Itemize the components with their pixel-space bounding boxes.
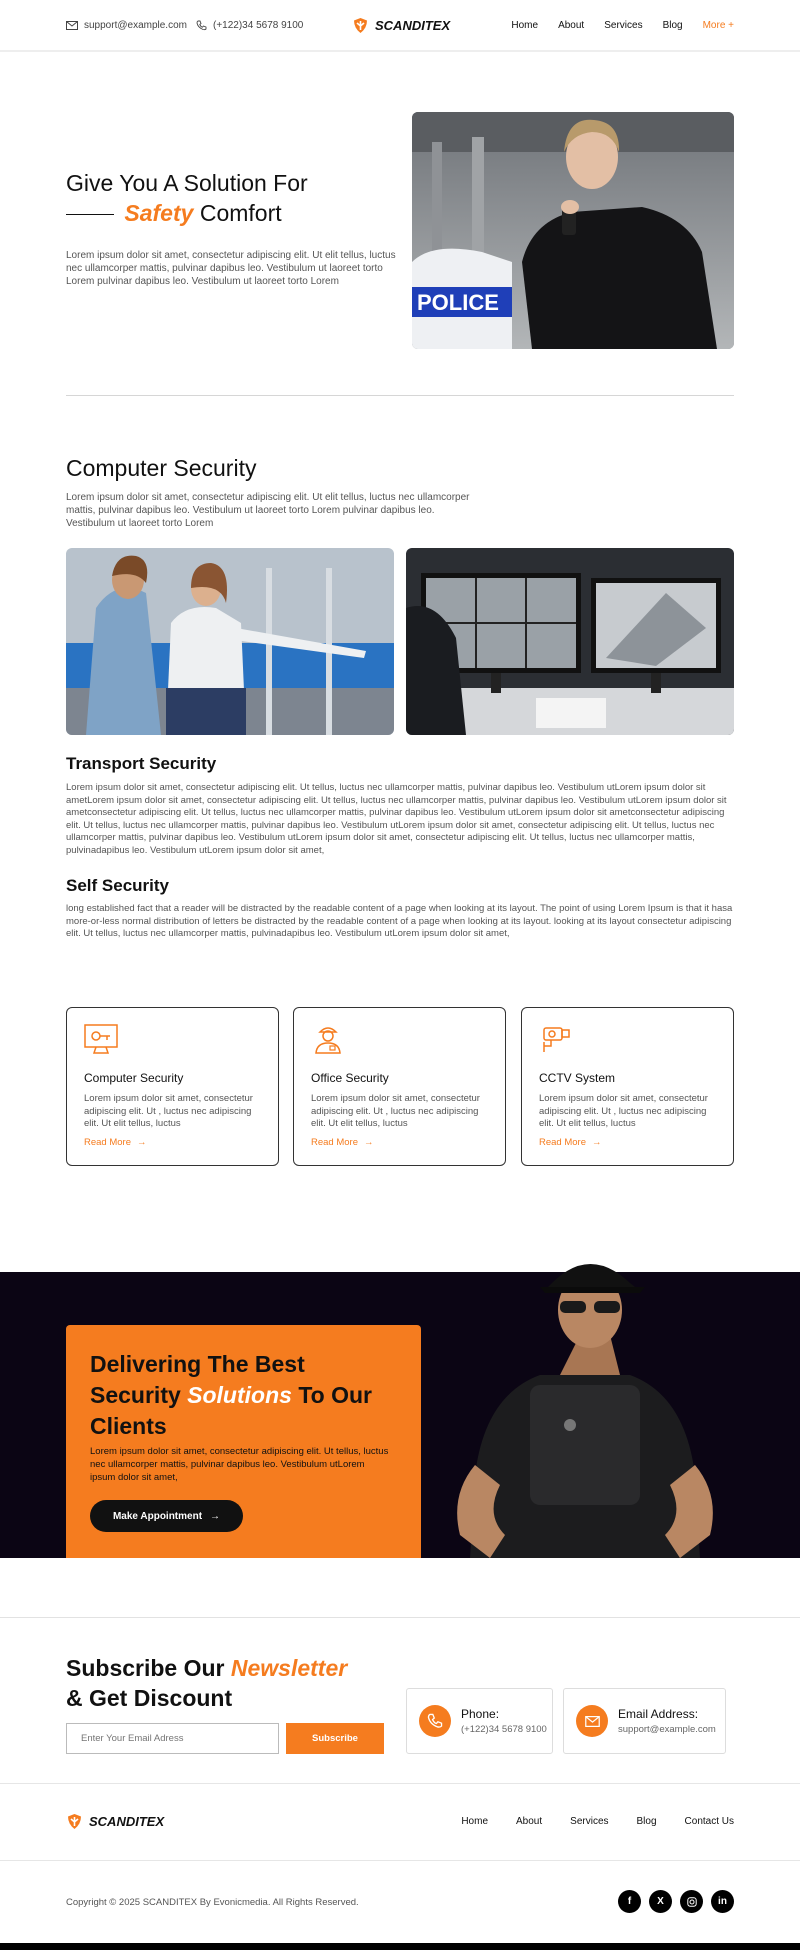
read-more-link[interactable]: [311, 1137, 374, 1148]
section-divider: [66, 395, 734, 396]
nav-more[interactable]: More +: [702, 20, 734, 31]
phone-icon: [419, 1705, 451, 1737]
card-text: Lorem ipsum dolor sit amet, consectetur adipiscing elit. Ut , luctus nec adipiscing elit. Ut elit tellus, luctus: [311, 1093, 480, 1129]
phone-icon: [196, 20, 207, 31]
hero-title-highlight: Safety: [124, 200, 194, 226]
header-email[interactable]: [66, 20, 187, 31]
footer-nav-services[interactable]: Services: [570, 1816, 609, 1827]
footer-logo[interactable]: [66, 1813, 164, 1830]
cta-title: [90, 1349, 372, 1442]
self-security-text: long established fact that a reader will be distracted by the readable content of a page when looking at its layout. The point of using Lorem Ipsum is that it hasa more-or-less normal distribution of letters be distracted by the readable content of a page when looking at its layout. looking at its layout consectetur adipiscing elit. Ut tellus, luctus nec ullamcorper mattis, pulvinadapibus leo. Vestibulum utLorem ipsum dolor sit amet,: [66, 903, 733, 939]
cctv-monitors-image: [406, 548, 734, 735]
phone-label: Phone:: [461, 1707, 500, 1721]
hero-image-police-officer: [412, 112, 734, 349]
facebook-icon[interactable]: f: [618, 1890, 641, 1913]
body-search-image: [66, 548, 394, 735]
nav-about[interactable]: About: [558, 20, 585, 31]
service-card-computer-security[interactable]: [66, 1007, 279, 1166]
header-email-text: support@example.com: [84, 20, 187, 31]
cta-title-highlight: Solutions: [187, 1382, 292, 1408]
security-guard-icon: [311, 1024, 345, 1054]
x-icon[interactable]: X: [649, 1890, 672, 1913]
card-text: Lorem ipsum dolor sit amet, consectetur adipiscing elit. Ut , luctus nec adipiscing elit. Ut elit tellus, luctus: [84, 1093, 253, 1129]
social-links: [618, 1890, 734, 1913]
header-brand: SCANDITEX: [375, 18, 451, 33]
read-more-label: Read More: [84, 1137, 131, 1148]
footer-nav: [461, 1816, 734, 1827]
email-value[interactable]: support@example.com: [618, 1724, 716, 1735]
cta-text: Lorem ipsum dolor sit amet, consectetur adipiscing elit. Ut tellus, luctus nec ullamcorper mattis, pulvinar dapibus leo. Vestibulum utLorem ipsum dolor sit amet,: [90, 1446, 389, 1483]
footer-divider: [0, 1860, 800, 1861]
phone-contact-box: [406, 1688, 553, 1754]
read-more-link[interactable]: [84, 1137, 147, 1148]
service-card-cctv-system[interactable]: [521, 1007, 734, 1166]
cta-title-c: To Our: [298, 1382, 372, 1408]
read-more-label: Read More: [539, 1137, 586, 1148]
subscribe-divider: [0, 1617, 800, 1618]
hero-title-rest: Comfort: [199, 200, 282, 226]
arrow-right-icon: →: [592, 1137, 602, 1148]
footer-brand: SCANDITEX: [89, 1814, 165, 1829]
nav-blog[interactable]: Blog: [662, 20, 683, 31]
subscribe-title-highlight: Newsletter: [230, 1655, 348, 1681]
card-title: CCTV System: [539, 1071, 616, 1085]
security-guard-image: [430, 1235, 740, 1558]
make-appointment-label: Make Appointment: [112, 1510, 203, 1522]
mail-icon: [576, 1705, 608, 1737]
card-title: Office Security: [311, 1071, 389, 1085]
read-more-label: Read More: [311, 1137, 358, 1148]
subscribe-title-a: Subscribe Our: [66, 1655, 225, 1681]
header-phone[interactable]: [196, 20, 303, 31]
service-card-office-security[interactable]: [293, 1007, 506, 1166]
shield-logo-icon: [66, 1813, 83, 1830]
footer-nav-about[interactable]: About: [516, 1816, 543, 1827]
hero-text: Lorem ipsum dolor sit amet, consectetur adipiscing elit. Ut elit tellus, luctus nec ullamcorper mattis, pulvinar dapibus leo. Vestibulum ut laoreet torto Lorem pulvinar dapibus leo. Vestibulum ut laoreet torto Lorem: [66, 250, 396, 287]
footer-nav-blog[interactable]: Blog: [636, 1816, 657, 1827]
mail-icon: [66, 21, 78, 30]
read-more-link[interactable]: [539, 1137, 602, 1148]
transport-security-text: Lorem ipsum dolor sit amet, consectetur adipiscing elit. Ut tellus, luctus nec ullamcorper mattis, pulvinar dapibus leo. Vestibulum utLorem ipsum dolor sit ametLorem ipsum dolor sit amet, consectetur adipiscing elit. Ut tellus, luctus nec ullamcorper mattis, pulvinar dapibus leo. Vestibulum utLorem ipsum dolor sit ametconsectetur adipiscing elit. Ut tellus, luctus nec ullamcorper mattis, pulvinar dapibus leo. Vestibulum utLorem ipsum dolor sit ametconsectetur adipiscing elit. Ut tellus, luctus nec ullamcorper mattis, pulvinar dapibus leo. Vestibulum utLorem ipsum dolor sit amet, consectetur adipiscing elit. Ut tellus, luctus nec ullamcorper mattis, pulvinar dapibus leo. Vestibulum utLorem ipsum dolor sit amet, consectetur adipiscing elit. Ut tellus, luctus nec ullamcorper mattis, pulvinadapibus leo. Vestibulum utLorem ipsum dolor sit amet,: [66, 782, 727, 856]
nav-services[interactable]: Services: [604, 20, 643, 31]
shield-logo-icon: [352, 17, 369, 34]
cta-title-b: Security: [90, 1382, 181, 1408]
arrow-right-icon: →: [137, 1137, 147, 1148]
footer-nav-contact[interactable]: Contact Us: [684, 1816, 734, 1827]
footer-nav-home[interactable]: Home: [461, 1816, 489, 1827]
linkedin-icon[interactable]: in: [711, 1890, 734, 1913]
arrow-right-icon: →: [364, 1137, 374, 1148]
nav-home[interactable]: Home: [511, 20, 539, 31]
main-nav: [511, 20, 734, 31]
site-header: [0, 0, 800, 52]
email-label: Email Address:: [618, 1707, 699, 1721]
email-contact-box: [563, 1688, 726, 1754]
subscribe-title: [66, 1653, 347, 1713]
cta-title-a: Delivering The Best: [90, 1351, 305, 1377]
cctv-camera-icon: [539, 1024, 573, 1054]
monitor-key-icon: [84, 1024, 118, 1054]
computer-security-text: Lorem ipsum dolor sit amet, consectetur adipiscing elit. Ut elit tellus, luctus nec ullamcorper mattis, pulvinar dapibus leo. Vestibulum ut laoreet torto Lorem pulvinar dapibus leo. Vestibulum ut laoreet torto Lorem: [66, 492, 470, 529]
subscribe-button[interactable]: Subscribe: [286, 1723, 384, 1754]
cta-title-d: Clients: [90, 1413, 167, 1439]
cta-box: [66, 1325, 421, 1558]
card-text: Lorem ipsum dolor sit amet, consectetur adipiscing elit. Ut , luctus nec adipiscing elit. Ut elit tellus, luctus: [539, 1093, 708, 1129]
footer-top-divider: [0, 1783, 800, 1784]
hero-title: [66, 168, 308, 228]
newsletter-email-input[interactable]: [66, 1723, 279, 1754]
hero-title-dash: [66, 214, 114, 215]
arrow-right-icon: →: [210, 1510, 221, 1522]
header-logo[interactable]: [352, 17, 450, 34]
hero-title-line1: Give You A Solution For: [66, 170, 308, 196]
make-appointment-button[interactable]: [90, 1500, 243, 1532]
instagram-icon[interactable]: [680, 1890, 703, 1913]
self-security-title: Self Security: [66, 876, 169, 895]
header-phone-text: (+122)34 5678 9100: [213, 20, 304, 31]
card-title: Computer Security: [84, 1071, 184, 1085]
computer-security-title: Computer Security: [66, 455, 257, 481]
transport-security-title: Transport Security: [66, 754, 217, 773]
subscribe-title-b: & Get Discount: [66, 1685, 233, 1711]
copyright-text: Copyright © 2025 SCANDITEX By Evonicmedia. All Rights Reserved.: [66, 1897, 359, 1908]
bottom-bar: [0, 1943, 800, 1950]
phone-value[interactable]: (+122)34 5678 9100: [461, 1724, 547, 1735]
svg-text:POLICE: POLICE: [417, 290, 499, 315]
